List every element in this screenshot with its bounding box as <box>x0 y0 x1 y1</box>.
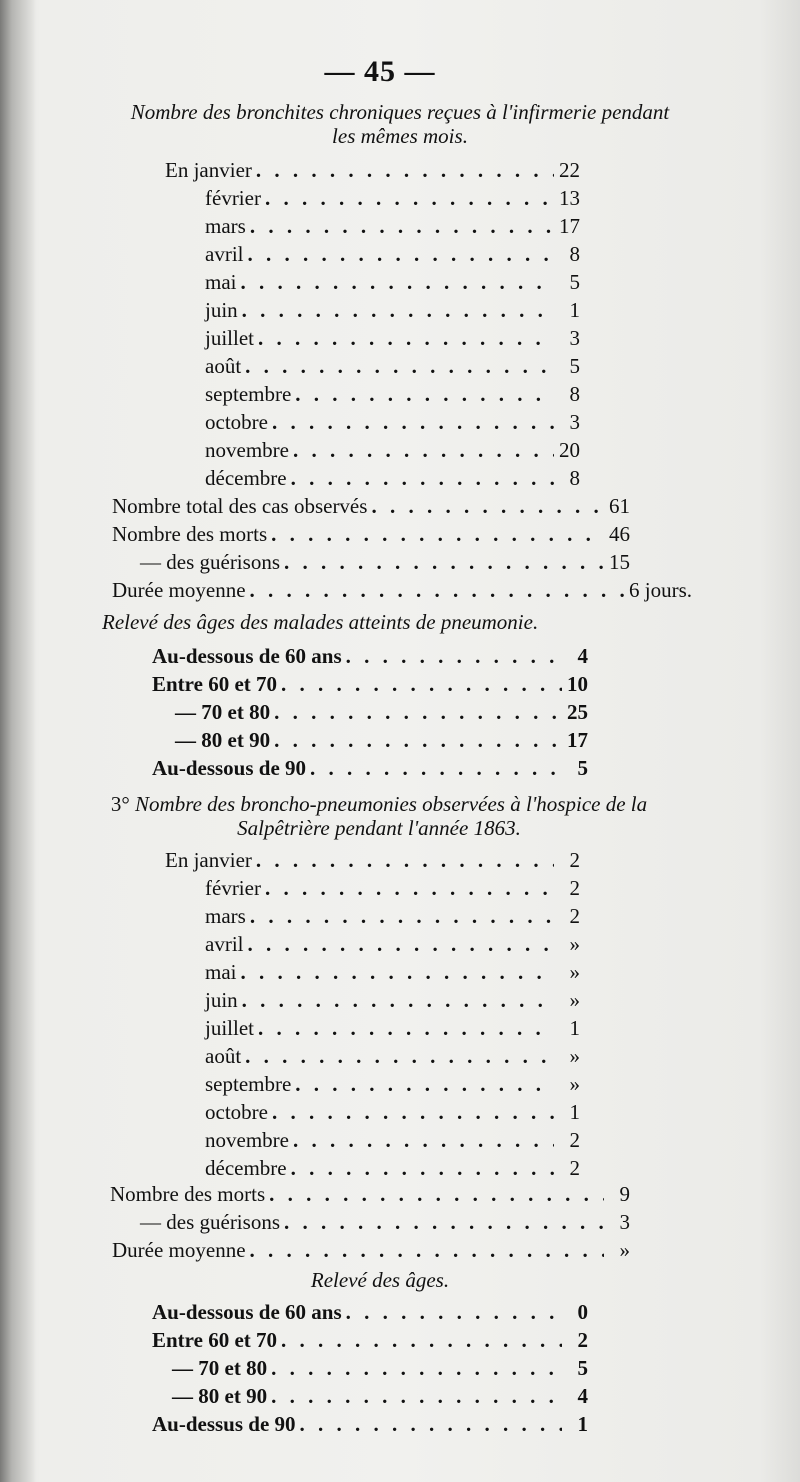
list-item: août . . . 5 <box>205 352 580 380</box>
section1-title <box>40 100 760 148</box>
list-item: octobre . . . 1 <box>205 1098 580 1126</box>
list-item: Entre 60 et 70 . . . 2 <box>152 1326 588 1354</box>
list-item: juin . . . 1 <box>205 296 580 324</box>
list-item: Au-dessous de 60 ans . . . 0 <box>152 1298 588 1326</box>
list-item: En janvier . . . 2 <box>165 846 580 874</box>
list-item: juillet . . . 1 <box>205 1014 580 1042</box>
list-item: Nombre des morts . . . 9 <box>110 1180 630 1208</box>
book-spine-shadow <box>0 0 36 1482</box>
list-item: Entre 60 et 70 . . . 10 <box>152 670 588 698</box>
list-item: septembre . . . » <box>205 1070 580 1098</box>
section3-title-line1: 3° Nombre des broncho-pneumonies observées à l'hospice de la <box>110 792 648 816</box>
list-item: février . . . 2 <box>205 874 580 902</box>
list-item: — 80 et 90 . . . 4 <box>172 1382 588 1410</box>
list-item: février . . . 13 <box>205 184 580 212</box>
list-item: Durée moyenne . . . » <box>112 1236 630 1264</box>
list-item: novembre . . . 2 <box>205 1126 580 1154</box>
list-item: mars . . . 17 <box>205 212 580 240</box>
list-item: En janvier . . . 22 <box>165 156 580 184</box>
list-item: Durée moyenne . . . 6 jours. <box>112 576 692 604</box>
section3-title <box>44 792 714 840</box>
list-item: Au-dessous de 60 ans . . . 4 <box>152 642 588 670</box>
section3-number: 3° <box>110 792 130 816</box>
page-number: — 45 — <box>324 55 436 88</box>
list-item: Nombre des morts . . . 46 <box>112 520 630 548</box>
section2-title: Relevé des âges des malades atteints de pneumonie. <box>102 610 539 634</box>
list-item: — 70 et 80 . . . 25 <box>175 698 588 726</box>
list-item: — des guérisons . . . 15 <box>140 548 630 576</box>
list-item: août . . . » <box>205 1042 580 1070</box>
list-item: — des guérisons . . . 3 <box>140 1208 630 1236</box>
list-item: juin . . . » <box>205 986 580 1014</box>
list-item: septembre . . . 8 <box>205 380 580 408</box>
list-item: novembre . . . 20 <box>205 436 580 464</box>
list-item: Au-dessus de 90 . . . 1 <box>152 1410 588 1438</box>
list-item: — 80 et 90 . . . 17 <box>175 726 588 754</box>
list-item: — 70 et 80 . . . 5 <box>172 1354 588 1382</box>
list-item: mars . . . 2 <box>205 902 580 930</box>
list-item: décembre . . . 2 <box>205 1154 580 1182</box>
section4-title: Relevé des âges. <box>310 1268 450 1292</box>
list-item: mai . . . » <box>205 958 580 986</box>
list-item: mai . . . 5 <box>205 268 580 296</box>
list-item: octobre . . . 3 <box>205 408 580 436</box>
list-item: avril . . . 8 <box>205 240 580 268</box>
section1-title-line2: les mêmes mois. <box>332 124 468 148</box>
list-item: juillet . . . 3 <box>205 324 580 352</box>
list-item: décembre . . . 8 <box>205 464 580 492</box>
list-item: avril . . . » <box>205 930 580 958</box>
section3-title-line2: Salpêtrière pendant l'année 1863. <box>237 816 521 840</box>
section1-title-line1: Nombre des bronchites chroniques reçues à l'infirmerie pendant <box>130 100 670 124</box>
list-item: Au-dessous de 90 . . . 5 <box>152 754 588 782</box>
list-item: Nombre total des cas observés . . . 61 <box>112 492 630 520</box>
